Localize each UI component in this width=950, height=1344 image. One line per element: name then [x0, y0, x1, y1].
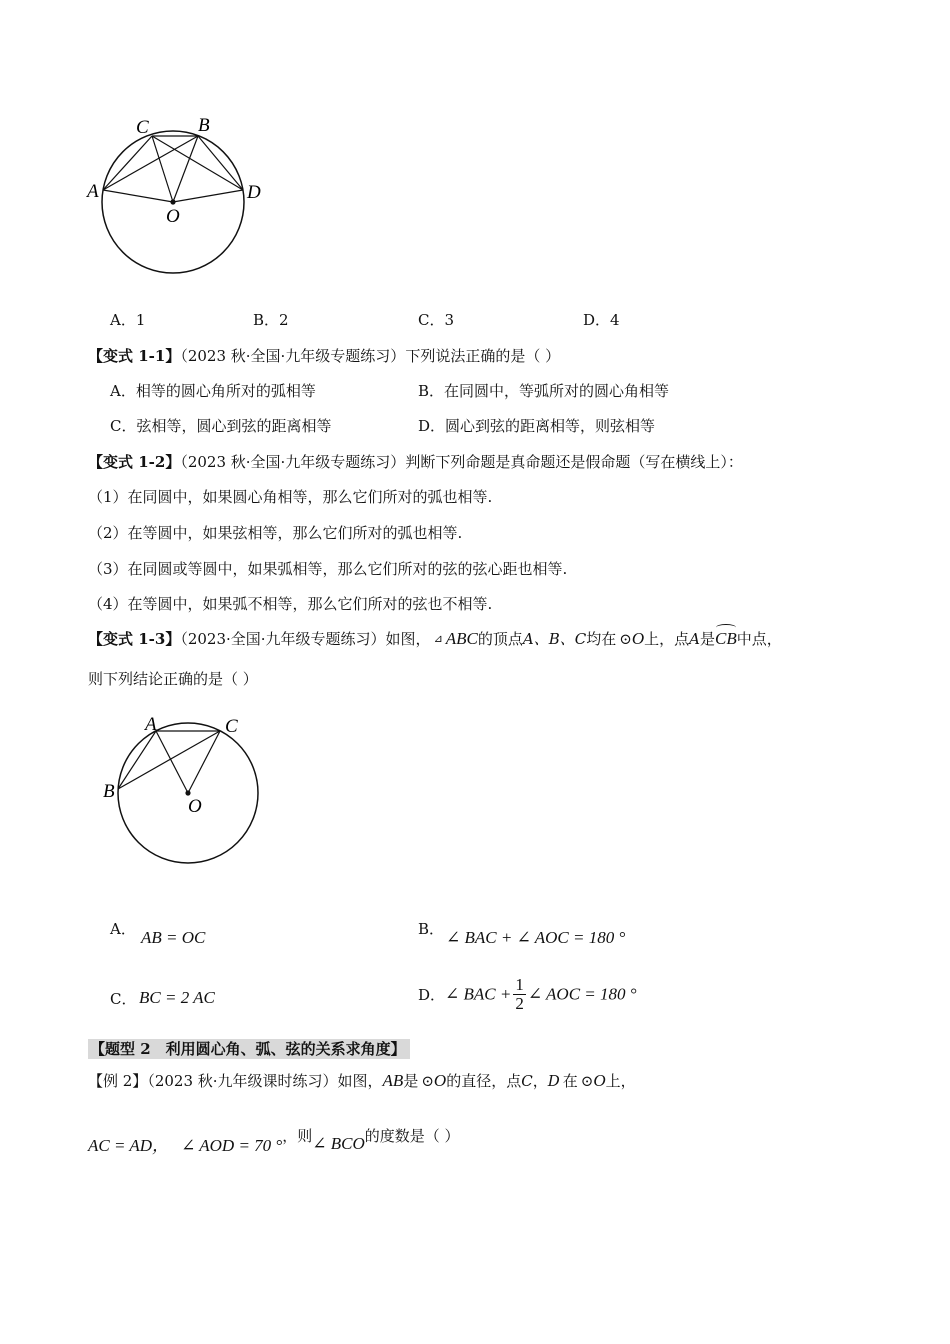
variant-1-2-item-1: （1）在同圆中，如果圆心角相等，那么它们所对的弧也相等.	[88, 488, 493, 506]
option-d-math-part2: ∠ AOC = 180 °	[527, 984, 637, 1004]
math-abc: ABC	[445, 629, 478, 648]
center-dot	[170, 199, 175, 204]
text: 是	[699, 630, 715, 648]
segment-ao	[156, 731, 188, 793]
example-2-stem	[88, 1070, 636, 1091]
variant-1-2-item-4: （4）在等圆中，如果弧不相等，那么它们所对的弦也不相等.	[88, 595, 493, 613]
example-2-stem-line2	[88, 1125, 460, 1156]
math-angle-aod: ∠ AOD = 70 °	[181, 1136, 283, 1155]
variant-1-2-source: （2023 秋·全国·九年级专题练习）	[180, 453, 406, 471]
figure-1-circle-diagram	[80, 108, 280, 283]
variant-1-1-source: （2023 秋·全国·九年级专题练习）	[180, 347, 406, 365]
label-b: B	[103, 781, 115, 802]
variant-1-1-option-b[interactable]: B．在同圆中，等弧所对的圆心角相等	[418, 382, 670, 400]
point-a: A	[689, 630, 700, 648]
section-2-title: 【题型 2 利用圆心角、弧、弦的关系求角度】	[88, 1039, 410, 1059]
section-2-heading	[88, 1038, 410, 1059]
figure-2-circle-diagram	[95, 708, 285, 868]
q1-option-a[interactable]: A．1	[110, 311, 146, 329]
fraction-denominator: 2	[515, 994, 524, 1013]
option-d-math-part1: ∠ BAC +	[445, 984, 512, 1004]
math-o: O	[433, 1071, 447, 1090]
variant-1-2-stem	[88, 451, 743, 472]
chord-ac	[103, 136, 152, 190]
text: ，则	[282, 1127, 313, 1145]
chord-cd	[152, 136, 243, 190]
variant-1-3-stem-line2: 则下列结论正确的是（ ）	[88, 670, 258, 688]
variant-1-3-option-a-math[interactable]: AB = OC	[141, 928, 206, 947]
text: 的顶点	[477, 630, 523, 648]
variant-1-3-option-c-math[interactable]: BC = 2 AC	[139, 988, 215, 1007]
variant-1-1-tag: 【变式 1-1】	[88, 347, 181, 365]
label-a: A	[87, 181, 99, 202]
arc-mark	[716, 624, 736, 631]
circle-symbol: ⊙	[580, 1072, 594, 1090]
text: ，	[532, 1072, 548, 1090]
q1-option-c[interactable]: C．3	[418, 311, 455, 329]
points-abc: A、B、C	[522, 630, 587, 648]
chord-ab	[118, 731, 156, 789]
segment-od	[173, 190, 243, 202]
text: 上，点	[644, 630, 690, 648]
fraction-one-half	[513, 976, 526, 1013]
triangle-symbol: ⊿	[433, 632, 443, 645]
q1-option-b[interactable]: B．2	[253, 311, 289, 329]
math-angle-bco: ∠ BCO	[312, 1134, 365, 1153]
text: 如图，	[337, 1072, 383, 1090]
point-c: C	[521, 1072, 533, 1090]
circle-symbol: ⊙	[421, 1072, 434, 1090]
variant-1-3-option-b-label[interactable]: B．	[418, 920, 445, 938]
math-o: O	[593, 1071, 606, 1090]
variant-1-2-item-2: （2）在等圆中，如果弦相等，那么它们所对的弧也相等.	[88, 524, 463, 542]
arc-cb	[715, 629, 737, 649]
variant-1-2-question: 判断下列命题是真命题还是假命题（写在横线上）：	[405, 453, 743, 471]
text: 上，	[605, 1072, 636, 1090]
math-o: O	[631, 629, 645, 648]
math-ab: AB	[382, 1071, 404, 1090]
text: 的直径，点	[446, 1072, 522, 1090]
text: 中点，	[736, 630, 782, 648]
text: 是	[403, 1072, 419, 1090]
example-2-tag: 【例 2】	[88, 1072, 148, 1090]
variant-1-3-option-c-label[interactable]: C．	[110, 990, 137, 1008]
math-ac-equals-ad: AC = AD，	[88, 1136, 170, 1155]
variant-1-3-tag: 【变式 1-3】	[88, 630, 181, 648]
label-c: C	[136, 117, 149, 138]
label-o: O	[166, 206, 180, 227]
circle-symbol: ⊙	[619, 630, 632, 648]
chord-bd	[198, 136, 243, 190]
variant-1-2-item-3: （3）在同圆或等圆中，如果弧相等，那么它们所对的弦的弦心距也相等.	[88, 560, 568, 578]
fraction-numerator: 1	[515, 975, 524, 994]
segment-ao	[103, 190, 173, 202]
text: 均在	[586, 630, 617, 648]
label-a: A	[145, 714, 157, 735]
q1-option-d[interactable]: D．4	[583, 311, 620, 329]
variant-1-1-question: 下列说法正确的是（ ）	[405, 347, 561, 365]
label-o: O	[188, 796, 202, 817]
variant-1-1-option-d[interactable]: D．圆心到弦的距离相等，则弦相等	[418, 417, 656, 435]
text: 的度数是（ ）	[364, 1127, 460, 1145]
variant-1-3-option-d[interactable]	[418, 976, 637, 1013]
text: 在	[562, 1072, 578, 1090]
variant-1-3-option-d-label: D．	[418, 986, 446, 1004]
center-dot	[185, 790, 190, 795]
variant-1-3-stem	[88, 628, 782, 649]
label-d: D	[247, 182, 261, 203]
variant-1-3-option-b-math[interactable]: ∠ BAC + ∠ AOC = 180 °	[446, 928, 626, 947]
chord-ab	[103, 136, 198, 190]
variant-1-3-source: （2023·全国·九年级专题练习）	[180, 630, 386, 648]
arc-cb-label: CB	[715, 629, 737, 648]
variant-1-2-tag: 【变式 1-2】	[88, 453, 181, 471]
segment-ob	[173, 136, 198, 202]
label-c: C	[225, 716, 238, 737]
example-2-source: （2023 秋·九年级课时练习）	[147, 1072, 338, 1090]
label-b: B	[198, 115, 210, 136]
point-d: D	[547, 1072, 560, 1090]
variant-1-3-option-a-label[interactable]: A．	[110, 920, 136, 938]
text: 如图，	[385, 630, 431, 648]
variant-1-1-stem	[88, 345, 560, 366]
variant-1-1-option-c[interactable]: C．弦相等，圆心到弦的距离相等	[110, 417, 332, 435]
variant-1-1-option-a[interactable]: A．相等的圆心角所对的弧相等	[110, 382, 316, 400]
